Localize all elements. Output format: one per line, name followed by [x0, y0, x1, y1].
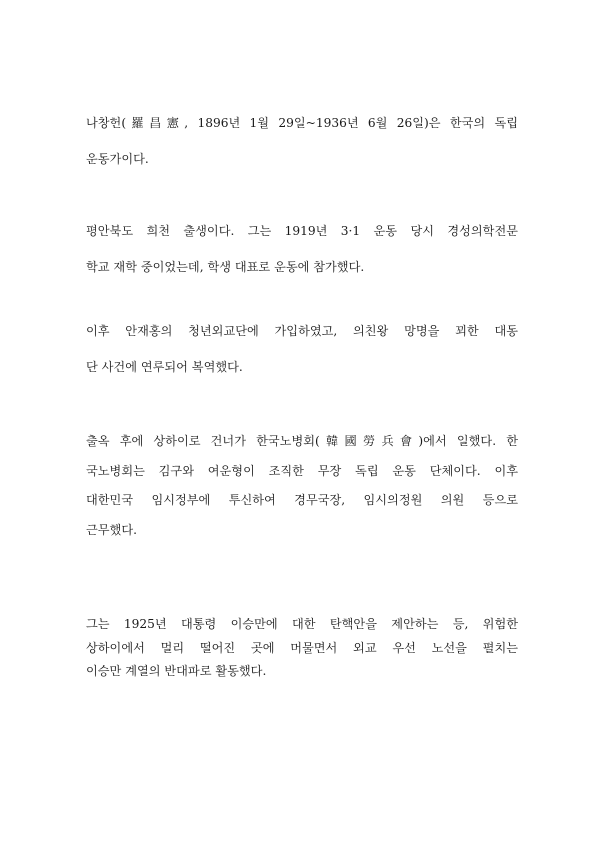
- paragraph-line: 그는 1925년 대통령 이승만에 대한 탄핵안을 제안하는 등, 위험한: [86, 617, 518, 631]
- paragraph-2: [86, 222, 518, 294]
- paragraph-line: 대한민국 임시정부에 투신하여 경무국장, 임시의정원 의원 등으로: [86, 493, 518, 507]
- paragraph-line: 국노병회는 김구와 여운형이 조직한 무장 독립 운동 단체이다. 이후: [86, 463, 518, 478]
- paragraph-line: 평안북도 희천 출생이다. 그는 1919년 3·1 운동 당시 경성의학전문: [86, 224, 518, 238]
- paragraph-line: 단 사건에 연루되어 복역했다.: [86, 360, 243, 374]
- paragraph-line: 나창헌(羅昌憲, 1896년 1월 29일~1936년 6월 26일)은 한국의 독립: [86, 116, 518, 130]
- paragraph-line: 운동가이다.: [86, 152, 149, 166]
- paragraph-line: 학교 재학 중이었는데, 학생 대표로 운동에 참가했다.: [86, 260, 365, 274]
- paragraph-5: [86, 615, 518, 686]
- paragraph-line: 이승만 계열의 반대파로 활동했다.: [86, 664, 267, 678]
- paragraph-3: [86, 322, 518, 394]
- paragraph-1: [86, 114, 518, 186]
- paragraph-line: 근무했다.: [86, 522, 137, 537]
- paragraph-line: 상하이에서 멀리 떨어진 곳에 머물면서 외교 우선 노선을 펼치는: [86, 640, 518, 655]
- paragraph-4: [86, 432, 518, 550]
- paragraph-line: 출옥 후에 상하이로 건너가 한국노병회(韓國勞兵會)에서 일했다. 한: [86, 434, 518, 448]
- paragraph-line: 이후 안재홍의 청년외교단에 가입하였고, 의친왕 망명을 꾀한 대동: [86, 324, 518, 338]
